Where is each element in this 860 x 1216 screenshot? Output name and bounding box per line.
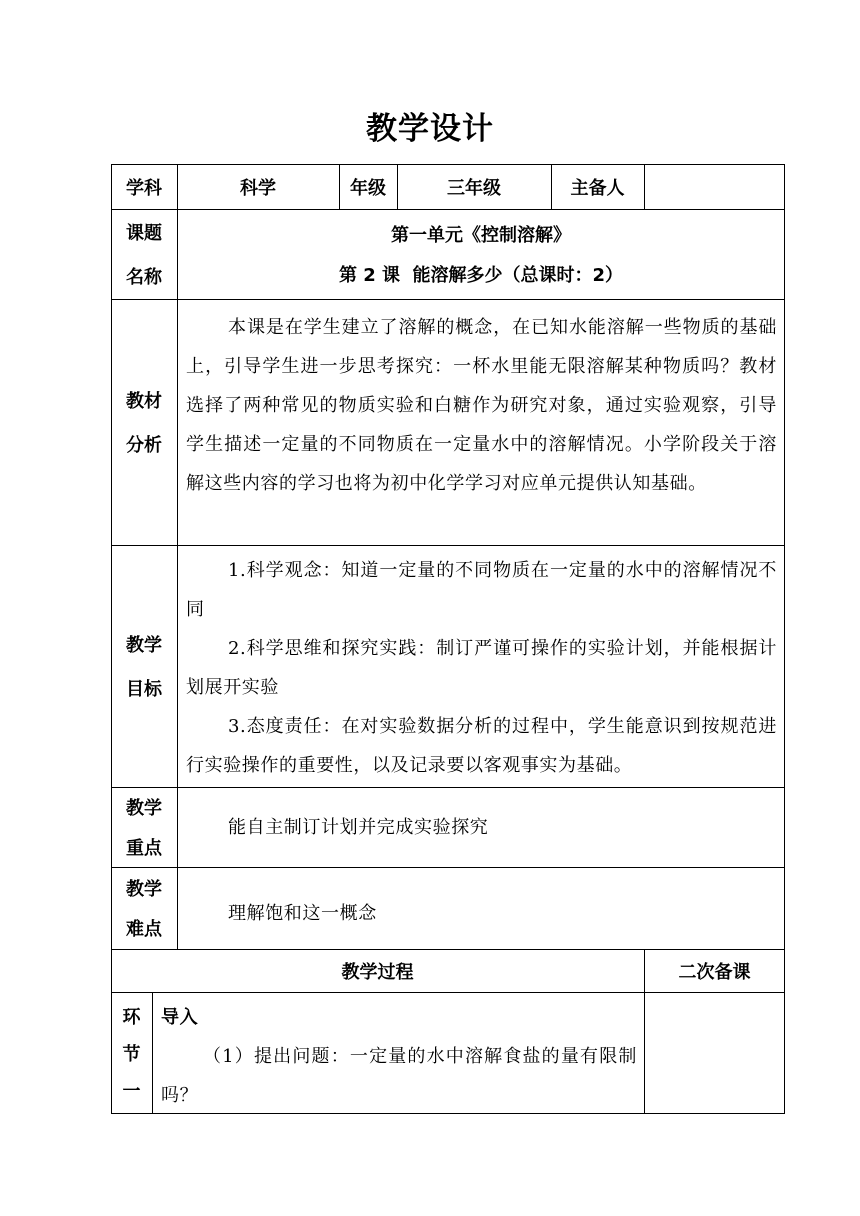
section-label-char: 节 (122, 1043, 141, 1065)
grade-value: 三年级 (447, 177, 501, 199)
key-points-label (111, 787, 177, 867)
section-label-char: 环 (122, 1007, 141, 1029)
column-divider (152, 992, 153, 1114)
section-label-char: 一 (122, 1080, 141, 1102)
key-points-label-line2: 重点 (126, 838, 162, 859)
difficulties-text: 理解饱和这一概念 (228, 903, 377, 924)
preparer-label: 主备人 (570, 177, 625, 199)
row-divider (111, 545, 785, 546)
objectives-label-line1: 教学 (126, 635, 162, 656)
objectives-label (111, 545, 177, 787)
objectives-label-line2: 目标 (126, 679, 162, 700)
row-divider (111, 867, 785, 868)
subject-value: 科学 (240, 177, 276, 199)
lesson-title: 第 2 课 能溶解多少（总课时：2） (338, 265, 624, 286)
objective-item: 2.科学思维和探究实践：制订严谨可操作的实验计划，并能根据计划展开实验 (186, 638, 777, 698)
row-divider (111, 299, 785, 300)
subject-label: 学科 (126, 177, 162, 199)
row-divider (111, 787, 785, 788)
key-points-text: 能自主制订计划并完成实验探究 (228, 817, 489, 838)
objective-item: 1.科学观念：知道一定量的不同物质在一定量的水中的溶解情况不同 (186, 560, 777, 620)
secondary-prep-header: 二次备课 (678, 961, 751, 983)
analysis-text: 本课是在学生建立了溶解的概念，在已知水能溶解一些物质的基础上，引导学生进一步思考探究：一杯水里能无限溶解某种物质吗？教材选择了两种常见的物质实验和白糖作为研究对象，通过实验观察，引导学生描述一定量的不同物质在一定量水中的溶解情况。小学阶段关于溶解这些内容的学习也将为初中化学学习对应单元提供认知基础。 (186, 317, 777, 494)
unit-title: 第一单元《控制溶解》 (391, 225, 571, 246)
preparer-value (644, 164, 785, 209)
topic-label-line2: 名称 (126, 267, 162, 288)
section-title: 导入 (161, 1007, 199, 1028)
difficulties-label-line1: 教学 (126, 879, 162, 900)
topic-content (177, 209, 785, 299)
section-step: （1）提出问题：一定量的水中溶解食盐的量有限制吗？ (161, 1046, 637, 1106)
process-header: 教学过程 (341, 961, 414, 983)
key-points-label-line1: 教学 (126, 798, 162, 819)
analysis-label (111, 299, 177, 545)
section-label (111, 992, 152, 1114)
analysis-label-line2: 分析 (126, 435, 162, 456)
grade-label: 年级 (350, 177, 386, 199)
topic-label (111, 209, 177, 299)
objective-item: 3.态度责任：在对实验数据分析的过程中，学生能意识到按规范进行实验操作的重要性，以及记录要以客观事实为基础。 (186, 716, 777, 776)
section-content (161, 998, 637, 1115)
difficulties-label-line2: 难点 (126, 919, 162, 940)
row-divider (111, 992, 785, 993)
analysis-label-line1: 教材 (126, 391, 162, 412)
difficulties-label (111, 867, 177, 949)
page-title: 教学设计 (366, 111, 494, 147)
objectives-list (186, 551, 777, 785)
topic-label-line1: 课题 (126, 223, 162, 244)
